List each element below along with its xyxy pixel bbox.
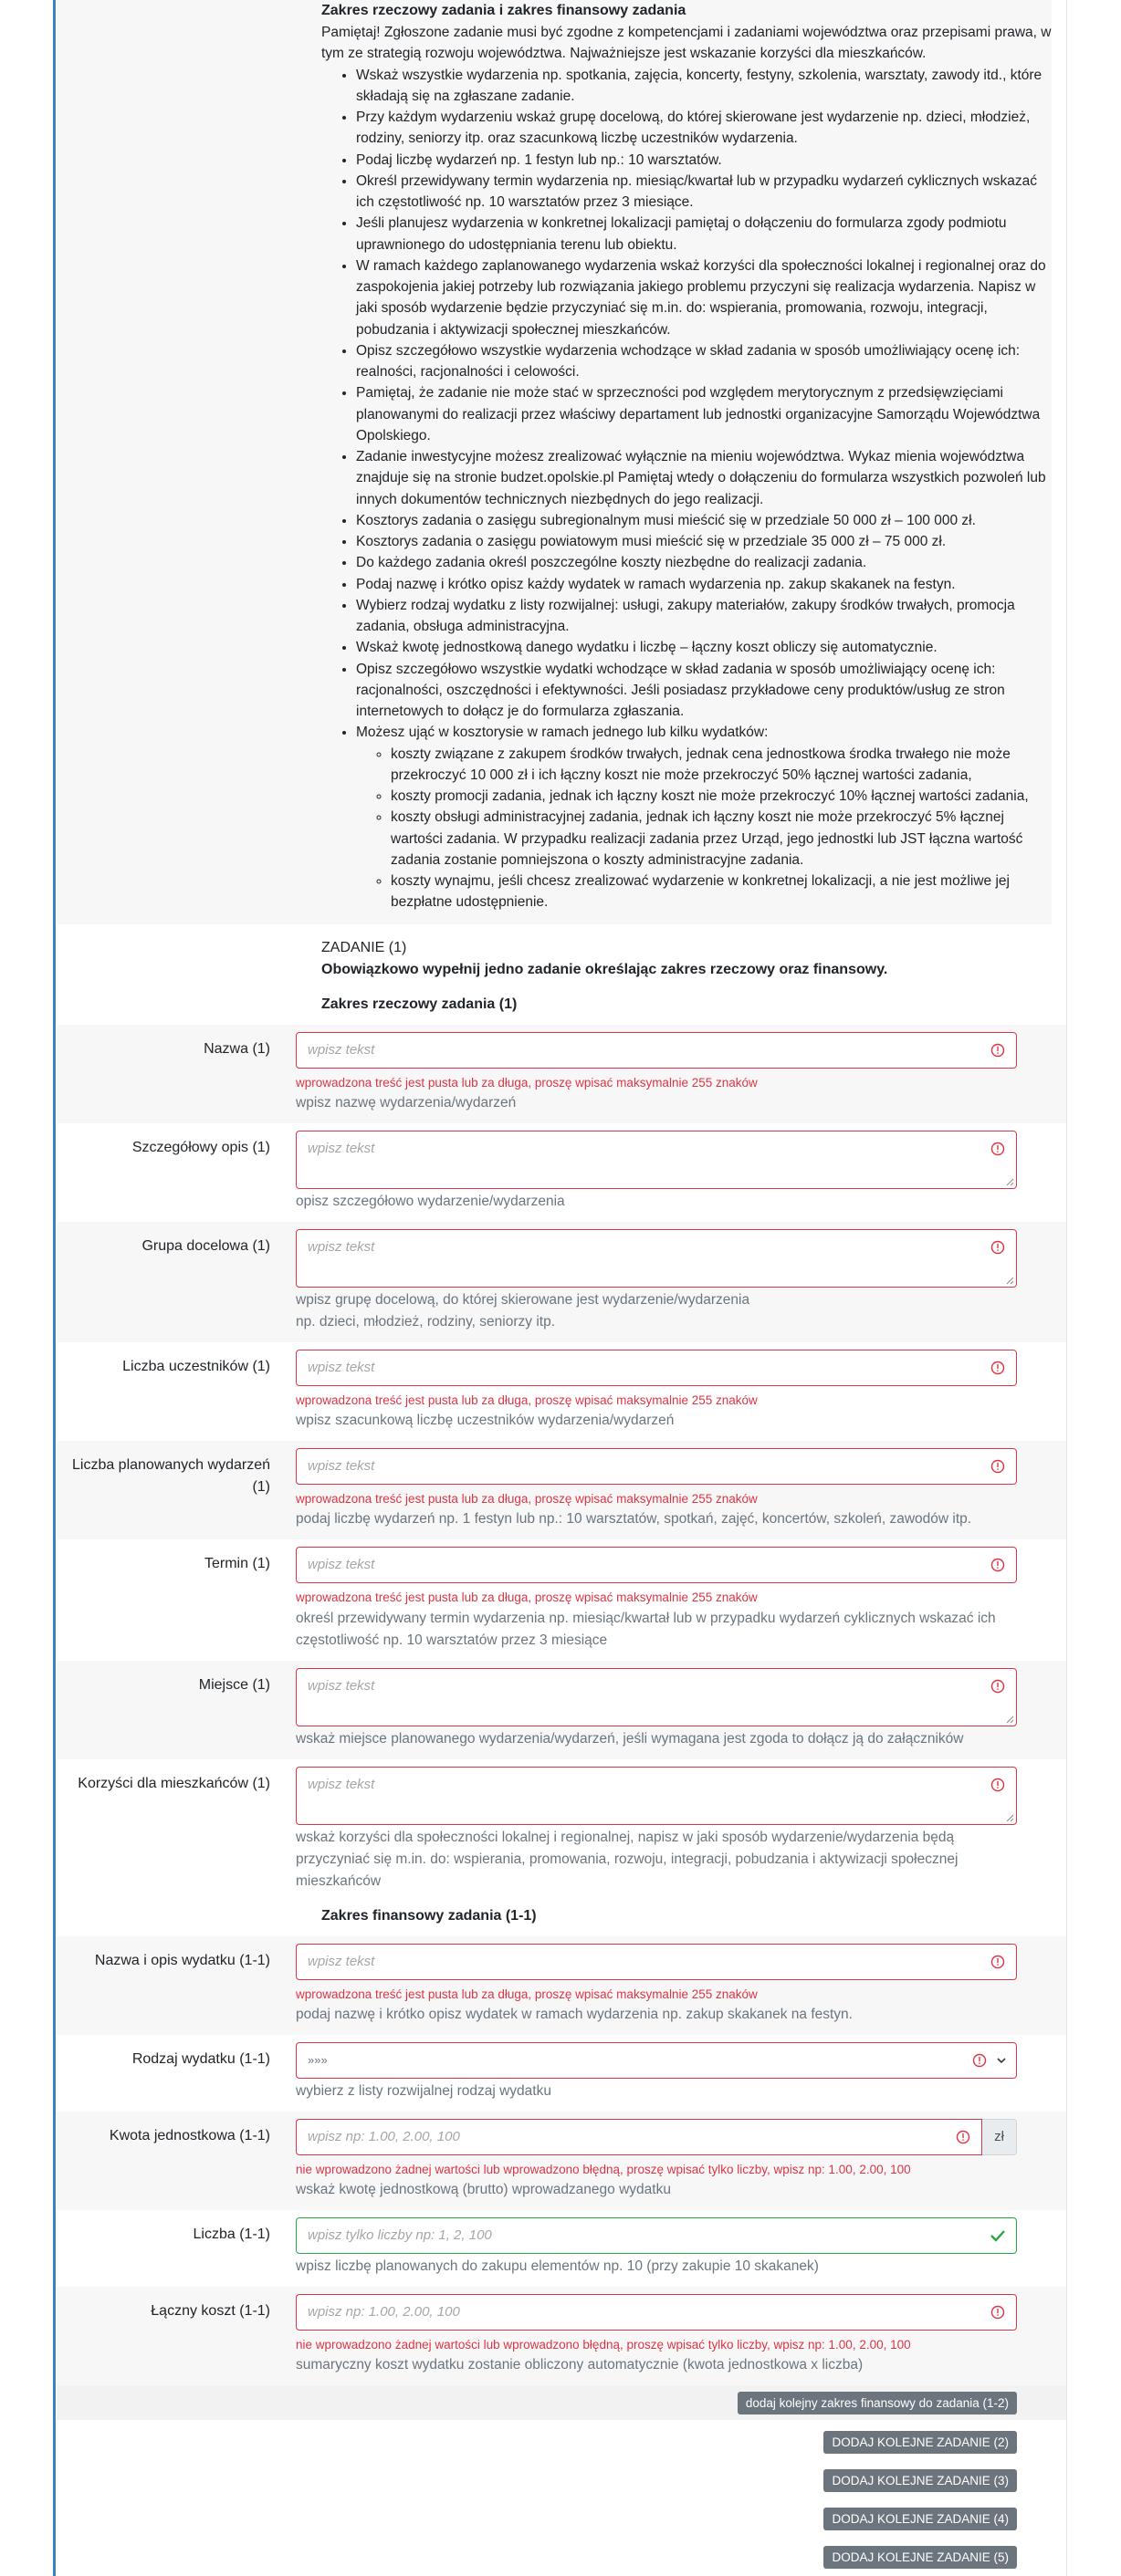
- instruction-item: • Kosztorys zadania o zasięgu powiatowym musi mieścić się w przedziale 35 000 zł – 75 000 zł.: [356, 531, 1052, 552]
- help-text: wskaż miejsce planowanego wydarzenia/wydarzeń, jeśli wymagana jest zgoda to dołącz ją do załączników: [296, 1730, 964, 1747]
- target-group-textarea[interactable]: [296, 1229, 1017, 1288]
- input-placeholder: wpisz tekst: [308, 1557, 375, 1573]
- resize-handle-icon[interactable]: [1005, 1177, 1014, 1186]
- field-label: Kwota jednostkowa (1-1): [109, 2127, 270, 2143]
- instruction-item: • Przy każdym wydarzeniu wskaż grupę docelową, do której skierowane jest wydarzenie np. dzieci, młodzież, rodziny, seniorzy itp. oraz szacunkową liczbę uczestników wydarzenia.: [356, 107, 1052, 150]
- help-text: podaj nazwę i krótko opisz wydatek w ramach wydarzenia np. zakup skakanek na festyn.: [296, 2006, 853, 2022]
- task-heading: ZADANIE (1): [321, 939, 407, 955]
- form-content: [57, 0, 1066, 2569]
- input-placeholder: wpisz tekst: [308, 1677, 375, 1694]
- instruction-item: • Podaj liczbę wydarzeń np. 1 festyn lub np.: 10 warsztatów.: [356, 150, 1052, 171]
- field-row-date: [57, 1539, 1066, 1660]
- add-task-button-2[interactable]: DODAJ KOLEJNE ZADANIE (2): [823, 2431, 1017, 2454]
- resize-handle-icon[interactable]: [1005, 1276, 1014, 1285]
- instruction-item: • Wybierz rodzaj wydatku z listy rozwijalnej: usługi, zakupy materiałów, zakupy środków trwałych, promocja zadania, obsługa administracyjna.: [356, 595, 1052, 638]
- error-icon: [990, 1142, 1005, 1156]
- instruction-item: [356, 722, 1052, 913]
- expense-type-select[interactable]: [296, 2042, 1017, 2079]
- resize-handle-icon[interactable]: [1005, 1813, 1014, 1822]
- instruction-item: • Jeśli planujesz wydarzenia w konkretnej lokalizacji pamiętaj o dołączeniu do formularza zgody podmiotu uprawnionego do udostępniania terenu lub obiektu.: [356, 213, 1052, 256]
- scope-section-title: Zakres rzeczowy zadania (1): [321, 996, 518, 1012]
- field-row-name: [57, 1025, 1066, 1123]
- error-message: wprowadzona treść jest pusta lub za długa, proszę wpisać maksymalnie 255 znaków: [296, 1987, 758, 2001]
- field-row-quantity: [57, 2210, 1066, 2287]
- input-placeholder: wpisz tekst: [308, 1140, 375, 1156]
- error-icon: [990, 1240, 1005, 1255]
- unit-price-input[interactable]: [296, 2119, 982, 2155]
- input-placeholder: wpisz tekst: [308, 1776, 375, 1792]
- participants-input[interactable]: [296, 1350, 1017, 1386]
- name-input[interactable]: [296, 1032, 1017, 1069]
- resize-handle-icon[interactable]: [1005, 1715, 1014, 1724]
- help-text: sumaryczny koszt wydatku zostanie obliczony automatycznie (kwota jednostkowa x liczba): [296, 2357, 864, 2373]
- error-icon: [956, 2130, 970, 2144]
- field-label: Miejsce (1): [198, 1676, 270, 1693]
- input-placeholder: wpisz np: 1.00, 2.00, 100: [308, 2128, 460, 2144]
- date-input[interactable]: [296, 1547, 1017, 1583]
- instruction-item: • Opisz szczegółowo wszystkie wydatki wchodzące w skład zadania w sposób umożliwiający ocenę ich: racjonalności, oszczędności i efektywności. Jeśli posiadasz przykładowe ceny produktów/usług ze stron internetowych to dołącz je do formularza zgłaszania.: [356, 659, 1052, 723]
- benefits-textarea[interactable]: [296, 1767, 1017, 1825]
- instruction-subitem: ◦ koszty wynajmu, jeśli chcesz zrealizować wydarzenie w konkretnej lokalizacji, a nie jest możliwe jej bezpłatne udostępnienie.: [391, 871, 1052, 913]
- field-row-expense-name: [57, 1936, 1066, 2035]
- help-text: wybierz z listy rozwijalnej rodzaj wydatku: [296, 2082, 551, 2099]
- field-label: Liczba (1-1): [193, 2227, 270, 2242]
- input-placeholder: wpisz tekst: [308, 1953, 375, 1969]
- error-message: wprowadzona treść jest pusta lub za długa, proszę wpisać maksymalnie 255 znaków: [296, 1590, 758, 1605]
- instruction-subitem: ◦ koszty obsługi administracyjnej zadania, jednak ich łączny koszt nie może przekroczyć 5% łącznej wartości zadania. W przypadku realizacji zadania przez Urząd, jego jednostki lub JST łączna wartość zadania zostanie pomniejszona o koszty administracyjne zadania.: [391, 807, 1052, 871]
- finance-section-title: Zakres finansowy zadania (1-1): [321, 1907, 537, 1924]
- events-input[interactable]: [296, 1448, 1017, 1485]
- instruction-item: • Pamiętaj, że zadanie nie może stać w sprzeczności pod względem merytorycznym z przedsięwzięciami planowanymi do realizacji przez właściwy departament lub jednostki organizacyjne Samorządu Województwa Opolskiego.: [356, 382, 1052, 446]
- field-row-total: [57, 2287, 1066, 2385]
- right-border-line: [1066, 0, 1067, 2576]
- left-accent-line: [53, 0, 56, 2576]
- instruction-item: • Określ przewidywany termin wydarzenia np. miesiąc/kwartał lub w przypadku wydarzeń cyklicznych wskazać ich częstotliwość np. 10 warsztatów przez 3 miesiące.: [356, 171, 1052, 214]
- instruction-item: • W ramach każdego zaplanowanego wydarzenia wskaż korzyści dla społeczności lokalnej i regionalnej oraz do zaspokojenia jakiej potrzeby lub rozwiązania jakiego problemu przyczyni się realizacja wydarzenia. Napisz w jaki sposób wydarzenie będzie przyczyniać się m.in. do: wspierania, promowania, rozwoju, integracji, pobudzania i aktywizacji społecznej mieszkańców.: [356, 256, 1052, 340]
- check-icon: [989, 2227, 1007, 2245]
- error-icon: [990, 1955, 1005, 1969]
- add-task-button-4[interactable]: DODAJ KOLEJNE ZADANIE (4): [823, 2508, 1017, 2530]
- help-text: wpisz nazwę wydarzenia/wydarzeń: [296, 1094, 517, 1111]
- field-label: Korzyści dla mieszkańców (1): [78, 1775, 270, 1791]
- expense-name-input[interactable]: [296, 1944, 1017, 1980]
- error-message: wprowadzona treść jest pusta lub za długa, proszę wpisać maksymalnie 255 znaków: [296, 1075, 758, 1090]
- error-message: wprowadzona treść jest pusta lub za długa, proszę wpisać maksymalnie 255 znaków: [296, 1492, 758, 1506]
- field-row-description: [57, 1123, 1066, 1222]
- instruction-item-text: Możesz ująć w kosztorysie w ramach jednego lub kilku wydatków:: [356, 725, 769, 741]
- error-icon: [990, 1459, 1005, 1474]
- field-label: Nazwa i opis wydatku (1-1): [94, 1952, 270, 1968]
- add-task-row: [57, 2492, 1066, 2530]
- help-text: podaj liczbę wydarzeń np. 1 festyn lub np.: 10 warsztatów, spotkań, zajęć, koncertów, szkoleń, zawodów itp.: [296, 1511, 972, 1528]
- instruction-item: • Kosztorys zadania o zasięgu subregionalnym musi mieścić się w przedziale 50 000 zł – 100 000 zł.: [356, 510, 1052, 531]
- currency-addon: zł: [982, 2119, 1017, 2155]
- instructions-title: Zakres rzeczowy zadania i zakres finansowy zadania: [321, 3, 686, 18]
- add-task-button-5[interactable]: DODAJ KOLEJNE ZADANIE (5): [823, 2546, 1017, 2569]
- description-textarea[interactable]: [296, 1131, 1017, 1189]
- task-header: [57, 924, 1066, 981]
- instruction-item: • Opisz szczegółowo wszystkie wydarzenia wchodzące w skład zadania w sposób umożliwiający ocenę ich: realności, racjonalności i celowości.: [356, 340, 1052, 383]
- error-icon: [990, 1043, 1005, 1058]
- instruction-item: • Do każdego zadania określ poszczególne koszty niezbędne do realizacji zadania.: [356, 552, 1052, 573]
- input-placeholder: wpisz tekst: [308, 1359, 375, 1375]
- help-text: wpisz szacunkową liczbę uczestników wydarzenia/wydarzeń: [296, 1413, 675, 1428]
- input-placeholder: wpisz tekst: [308, 1041, 375, 1058]
- instruction-item: • Podaj nazwę i krótko opisz każdy wydatek w ramach wydarzenia np. zakup skakanek na festyn.: [356, 574, 1052, 595]
- place-textarea[interactable]: [296, 1668, 1017, 1726]
- error-message: nie wprowadzono żadnej wartości lub wprowadzono błędną, proszę wpisać tylko liczby, wpisz np: 1.00, 2.00, 100: [296, 2338, 911, 2352]
- add-task-row: [57, 2530, 1066, 2569]
- instruction-subitem: ◦ koszty promocji zadania, jednak ich łączny koszt nie może przekroczyć 10% łącznej wartości zadania,: [391, 786, 1052, 807]
- field-row-participants: [57, 1342, 1066, 1441]
- field-label: Liczba planowanych wydarzeń (1): [71, 1457, 270, 1495]
- instructions-paragraph: Pamiętaj! Zgłoszone zadanie musi być zgodne z kompetencjami i zadaniami województwa oraz przepisami prawa, w tym ze strategią rozwoju województwa. Najważniejsze jest wskazanie korzyści dla mieszkańców.: [321, 25, 1052, 62]
- input-placeholder: wpisz np: 1.00, 2.00, 100: [308, 2304, 460, 2320]
- field-label: Łączny koszt (1-1): [151, 2303, 270, 2319]
- instruction-sublist: [356, 744, 1052, 913]
- error-icon: [990, 1361, 1005, 1375]
- input-placeholder: wpisz tylko liczby np: 1, 2, 100: [308, 2227, 492, 2243]
- field-row-place: [57, 1661, 1066, 1759]
- help-text: określ przewidywany termin wydarzenia np. miesiąc/kwartał lub w przypadku wydarzeń cyklicznych wskazać ich częstotliwość np. 10 warsztatów przez 3 miesiące: [296, 1610, 996, 1648]
- field-label: Szczegółowy opis (1): [131, 1139, 270, 1155]
- error-message: wprowadzona treść jest pusta lub za długa, proszę wpisać maksymalnie 255 znaków: [296, 1392, 758, 1407]
- instruction-item: • Wskaż kwotę jednostkową danego wydatku i liczbę – łączny koszt obliczy się automatycznie.: [356, 637, 1052, 658]
- field-label: Grupa docelowa (1): [141, 1237, 270, 1254]
- quantity-input[interactable]: [296, 2217, 1017, 2254]
- add-finance-scope-button[interactable]: dodaj kolejny zakres finansowy do zadania (1-2): [738, 2392, 1017, 2414]
- field-label: Nazwa (1): [204, 1040, 270, 1057]
- error-icon: [972, 2053, 987, 2068]
- help-text: wskaż kwotę jednostkową (brutto) wprowadzanego wydatku: [296, 2182, 671, 2197]
- error-icon: [990, 1558, 1005, 1572]
- add-finance-row: [57, 2385, 1066, 2420]
- error-icon: [990, 2305, 1005, 2320]
- input-placeholder: wpisz tekst: [308, 1458, 375, 1474]
- error-icon: [990, 1778, 1005, 1792]
- instruction-item: • Wskaż wszystkie wydarzenia np. spotkania, zajęcia, koncerty, festyny, szkolenia, warsztaty, zawody itd., które składają się na zgłaszane zadanie.: [356, 65, 1052, 108]
- field-label: Termin (1): [204, 1556, 270, 1572]
- add-task-button-3[interactable]: DODAJ KOLEJNE ZADANIE (3): [823, 2469, 1017, 2492]
- field-label: Liczba uczestników (1): [122, 1358, 270, 1374]
- field-label: Rodzaj wydatku (1-1): [131, 2050, 270, 2067]
- field-row-target-group: [57, 1222, 1066, 1342]
- total-cost-input[interactable]: [296, 2294, 1017, 2331]
- field-row-benefits: [57, 1759, 1066, 1902]
- input-placeholder: wpisz tekst: [308, 1238, 375, 1255]
- unit-price-group: [296, 2119, 1017, 2155]
- chevron-down-icon: [996, 2055, 1007, 2066]
- instructions-panel: [57, 0, 1052, 924]
- add-task-row: [57, 2454, 1066, 2492]
- task-subheading: Obowiązkowo wypełnij jedno zadanie określając zakres rzeczowy oraz finansowy.: [321, 961, 888, 977]
- field-row-expense-type: [57, 2035, 1066, 2112]
- help-text: wpisz grupę docelową, do której skierowane jest wydarzenie/wydarzenia: [296, 1291, 750, 1308]
- error-icon: [990, 1679, 1005, 1694]
- select-value: »»»: [308, 2052, 328, 2067]
- help-text: wpisz liczbę planowanych do zakupu elementów np. 10 (przy zakupie 10 skakanek): [296, 2258, 819, 2274]
- instructions-list: [321, 65, 1052, 913]
- instruction-subitem: ◦ koszty związane z zakupem środków trwałych, jednak cena jednostkowa środka trwałego nie może przekroczyć 10 000 zł i ich łączny koszt nie może przekroczyć 50% łącznej wartości zadania,: [391, 744, 1052, 787]
- field-row-events: [57, 1441, 1066, 1539]
- add-task-row: [57, 2420, 1066, 2454]
- help-text: np. dzieci, młodzież, rodziny, seniorzy itp.: [296, 1313, 555, 1330]
- instruction-item: • Zadanie inwestycyjne możesz zrealizować wyłącznie na mieniu województwa. Wykaz mienia województwa znajduje się na stronie budzet.opolskie.pl Pamiętaj wtedy o dołączeniu do formularza wszystkich pozwoleń lub innych dokumentów technicznych niezbędnych do jego realizacji.: [356, 446, 1052, 510]
- field-row-unit-price: [57, 2112, 1066, 2210]
- error-message: nie wprowadzono żadnej wartości lub wprowadzono błędną, proszę wpisać tylko liczby, wpisz np: 1.00, 2.00, 100: [296, 2162, 911, 2176]
- help-text: opisz szczegółowo wydarzenie/wydarzenia: [296, 1193, 565, 1209]
- help-text: wskaż korzyści dla społeczności lokalnej i regionalnej, napisz w jaki sposób wydarzenie/wydarzenia będą przyczyniać się m.in. do: wspierania, promowania, rozwoju, integracji, pobudzania i aktywizacji społecznej mieszkańców: [296, 1829, 959, 1889]
